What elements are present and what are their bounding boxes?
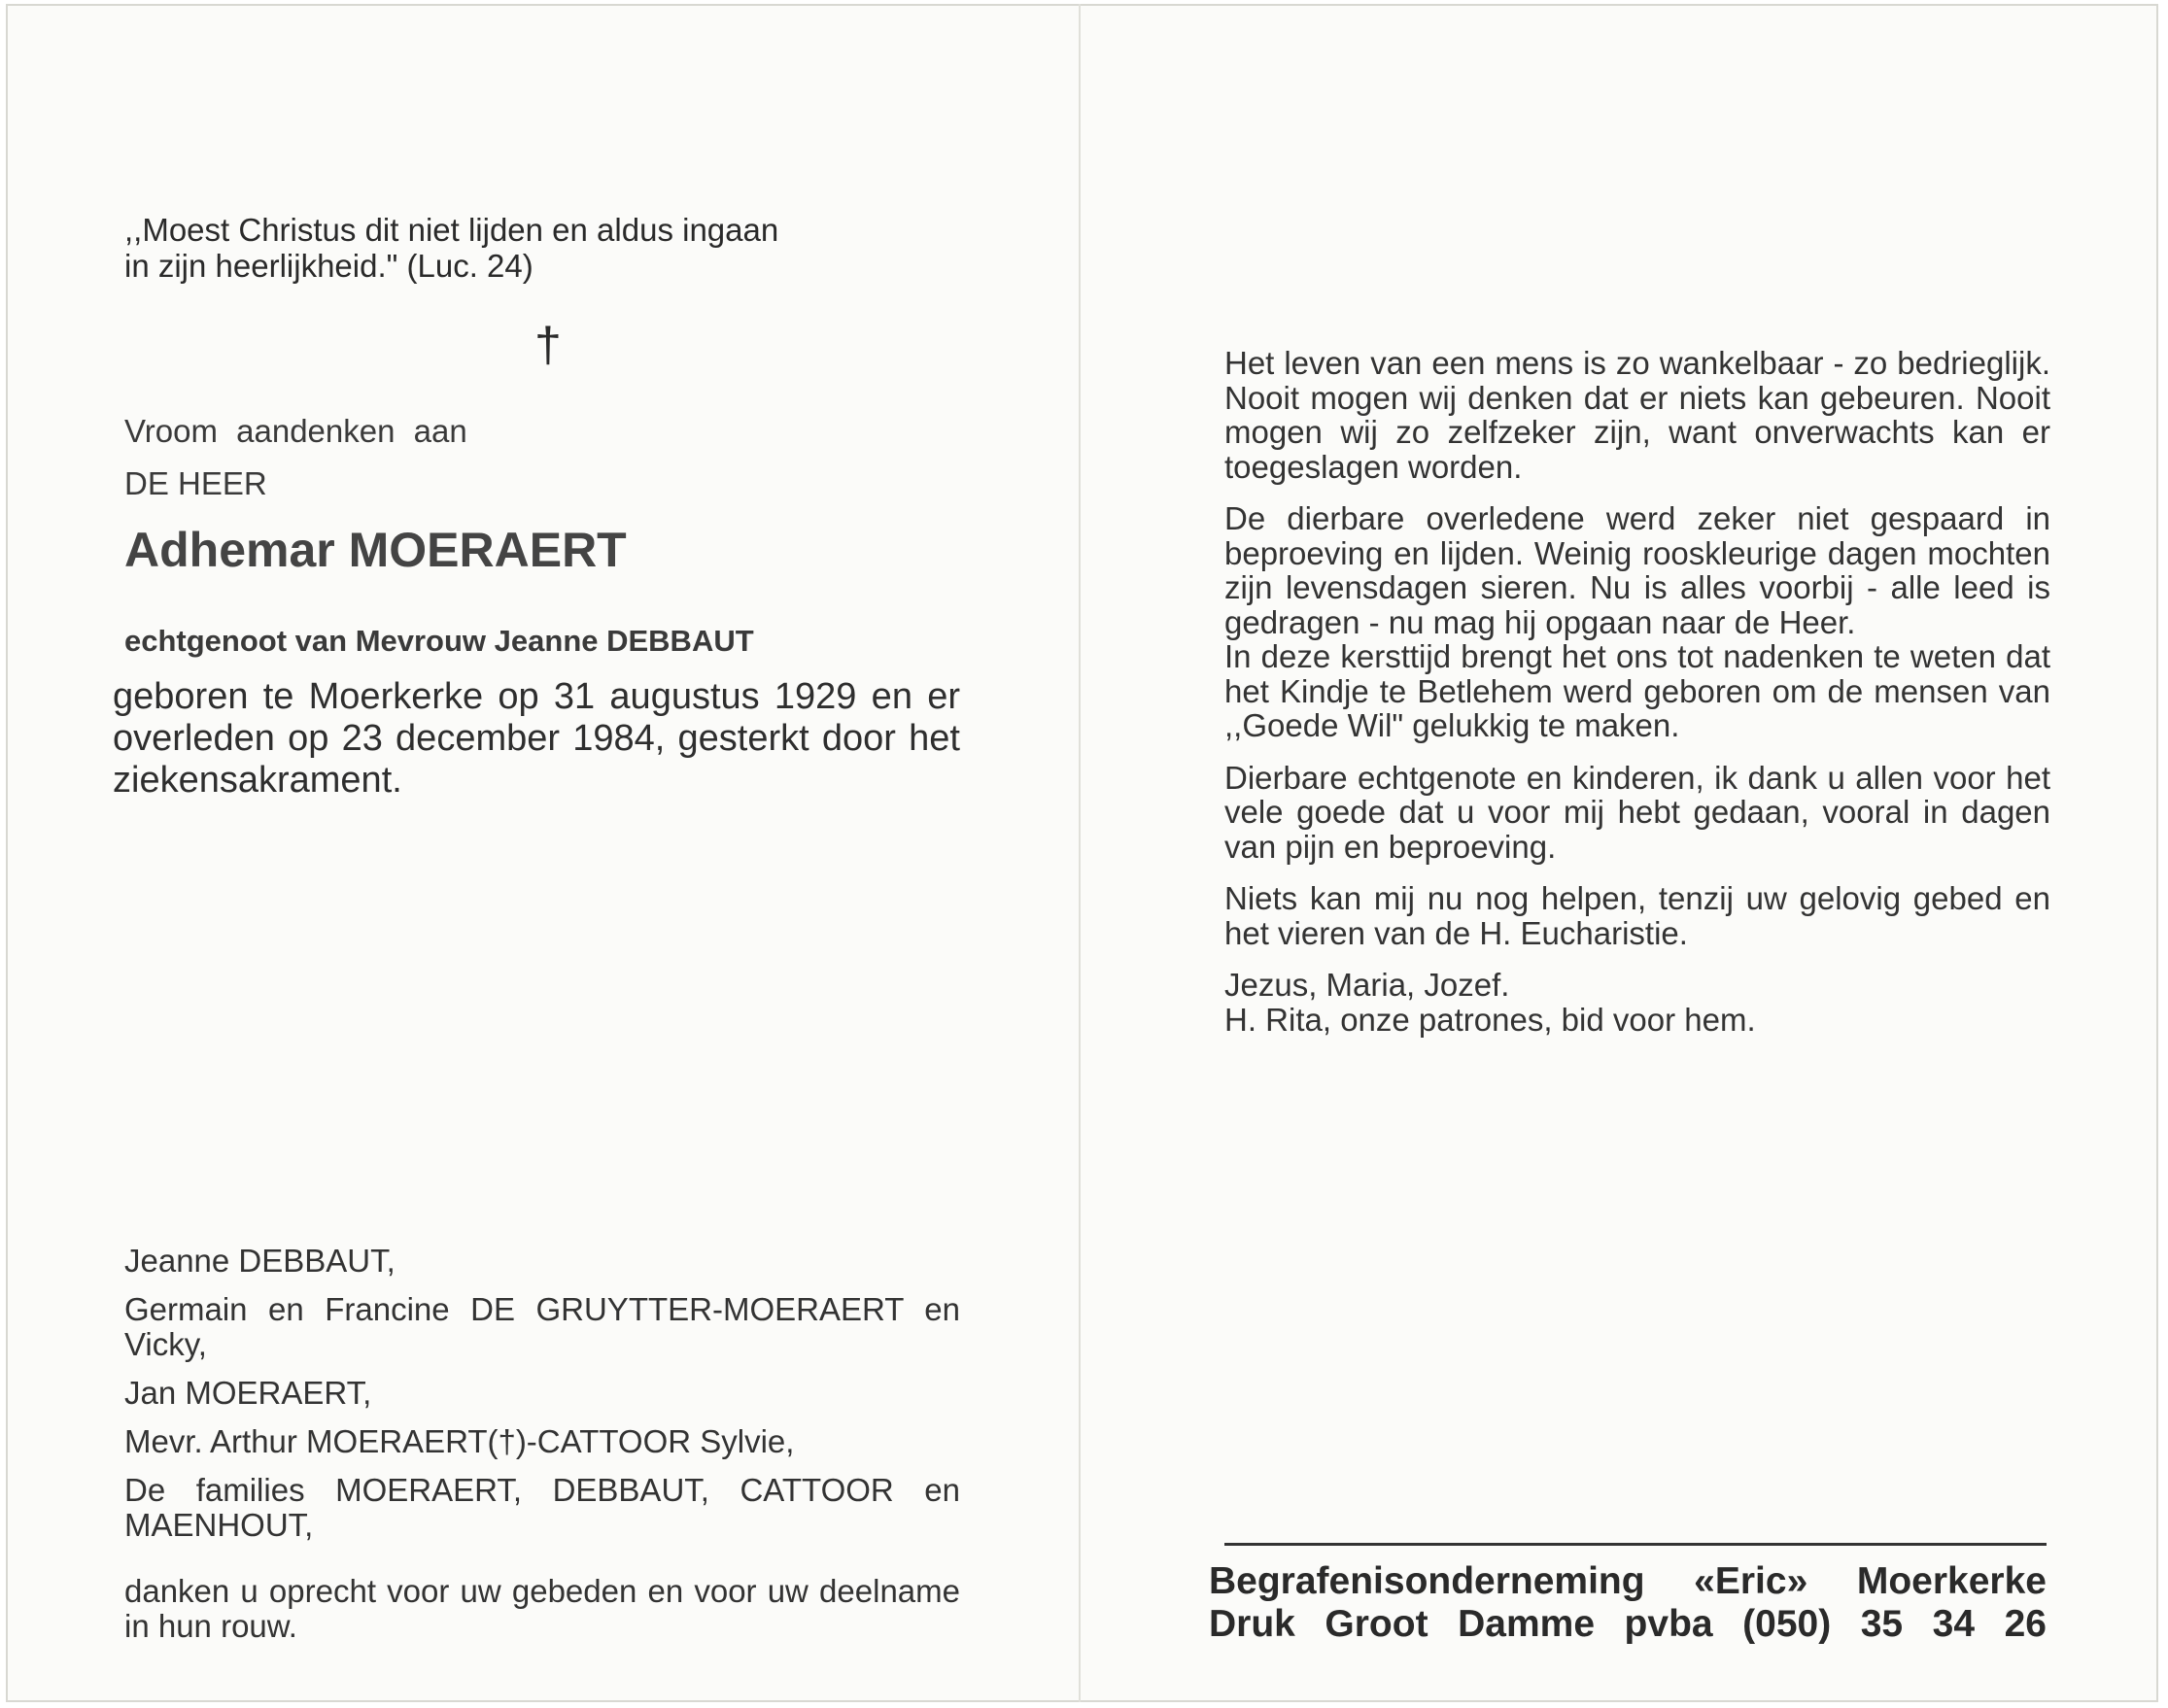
paragraph: In deze kersttijd brengt het ons tot nadenken te weten dat het Kindje te Betlehem werd geboren om de mensen van ,,Goede Wil" gelukkig te maken.: [1224, 638, 2050, 743]
printer-line: Druk Groot Damme pvba (050) 35 34 26: [1209, 1603, 2047, 1645]
paragraph: Jezus, Maria, Jozef.: [1224, 967, 1510, 1003]
printer-line: Begrafenisonderneming «Eric» Moerkerke: [1209, 1560, 2047, 1602]
birth-death-text: geboren te Moerkerke op 31 augustus 1929 en er overleden op 23 december 1984, gesterkt door het ziekensakrament.: [113, 676, 960, 801]
family-entry: Jan MOERAERT,: [124, 1375, 372, 1411]
family-entry: Jeanne DEBBAUT,: [124, 1243, 396, 1279]
family-entry: Mevr. Arthur MOERAERT(†)-CATTOOR Sylvie,: [124, 1423, 795, 1459]
paragraph: Niets kan mij nu nog helpen, tenzij uw gelovig gebed en het vieren van de H. Eucharistie.: [1224, 880, 2050, 951]
quote-line: ,,Moest Christus dit niet lijden en aldus ingaan: [124, 212, 779, 248]
cross-icon: †: [534, 318, 562, 372]
title-text: DE HEER: [124, 465, 267, 501]
paragraph: Dierbare echtgenote en kinderen, ik dank u allen voor het vele goede dat u voor mij hebt gedaan, vooral in dagen van pijn en beproeving.: [1224, 759, 2050, 865]
divider: [1224, 1543, 2047, 1546]
deceased-name: Adhemar MOERAERT: [124, 523, 627, 577]
quote-line: in zijn heerlijkheid." (Luc. 24): [124, 248, 533, 284]
thanks-text: danken u oprecht voor uw gebeden en voor uw deelname in hun rouw.: [124, 1573, 960, 1644]
card-fold-line: [1079, 4, 1081, 1702]
family-list: [124, 1244, 960, 1556]
intro-text: Vroom aandenken aan: [124, 413, 467, 449]
paragraph: H. Rita, onze patrones, bid voor hem.: [1224, 1001, 1756, 1038]
memorial-text: [1224, 346, 2050, 1054]
family-entry: Germain en Francine DE GRUYTTER-MOERAERT en Vicky,: [124, 1291, 960, 1362]
printer-info: [1209, 1560, 2047, 1646]
paragraph: Het leven van een mens is zo wankelbaar - zo bedrieglijk. Nooit mogen wij denken dat er niets kan gebeuren. Nooit mogen wij zo zelfzeker zijn, want onverwachts kan er toegeslagen worden.: [1224, 345, 2050, 485]
family-entry: De families MOERAERT, DEBBAUT, CATTOOR en MAENHOUT,: [124, 1472, 960, 1543]
spouse-text: echtgenoot van Mevrouw Jeanne DEBBAUT: [124, 624, 754, 658]
paragraph: De dierbare overledene werd zeker niet gespaard in beproeving en lijden. Weinig rooskleurige dagen mochten zijn levensdagen sieren. Nu is alles voorbij - alle leed is gedragen - nu mag hij opgaan naar de Heer.: [1224, 500, 2050, 640]
bible-quote: [124, 212, 960, 284]
